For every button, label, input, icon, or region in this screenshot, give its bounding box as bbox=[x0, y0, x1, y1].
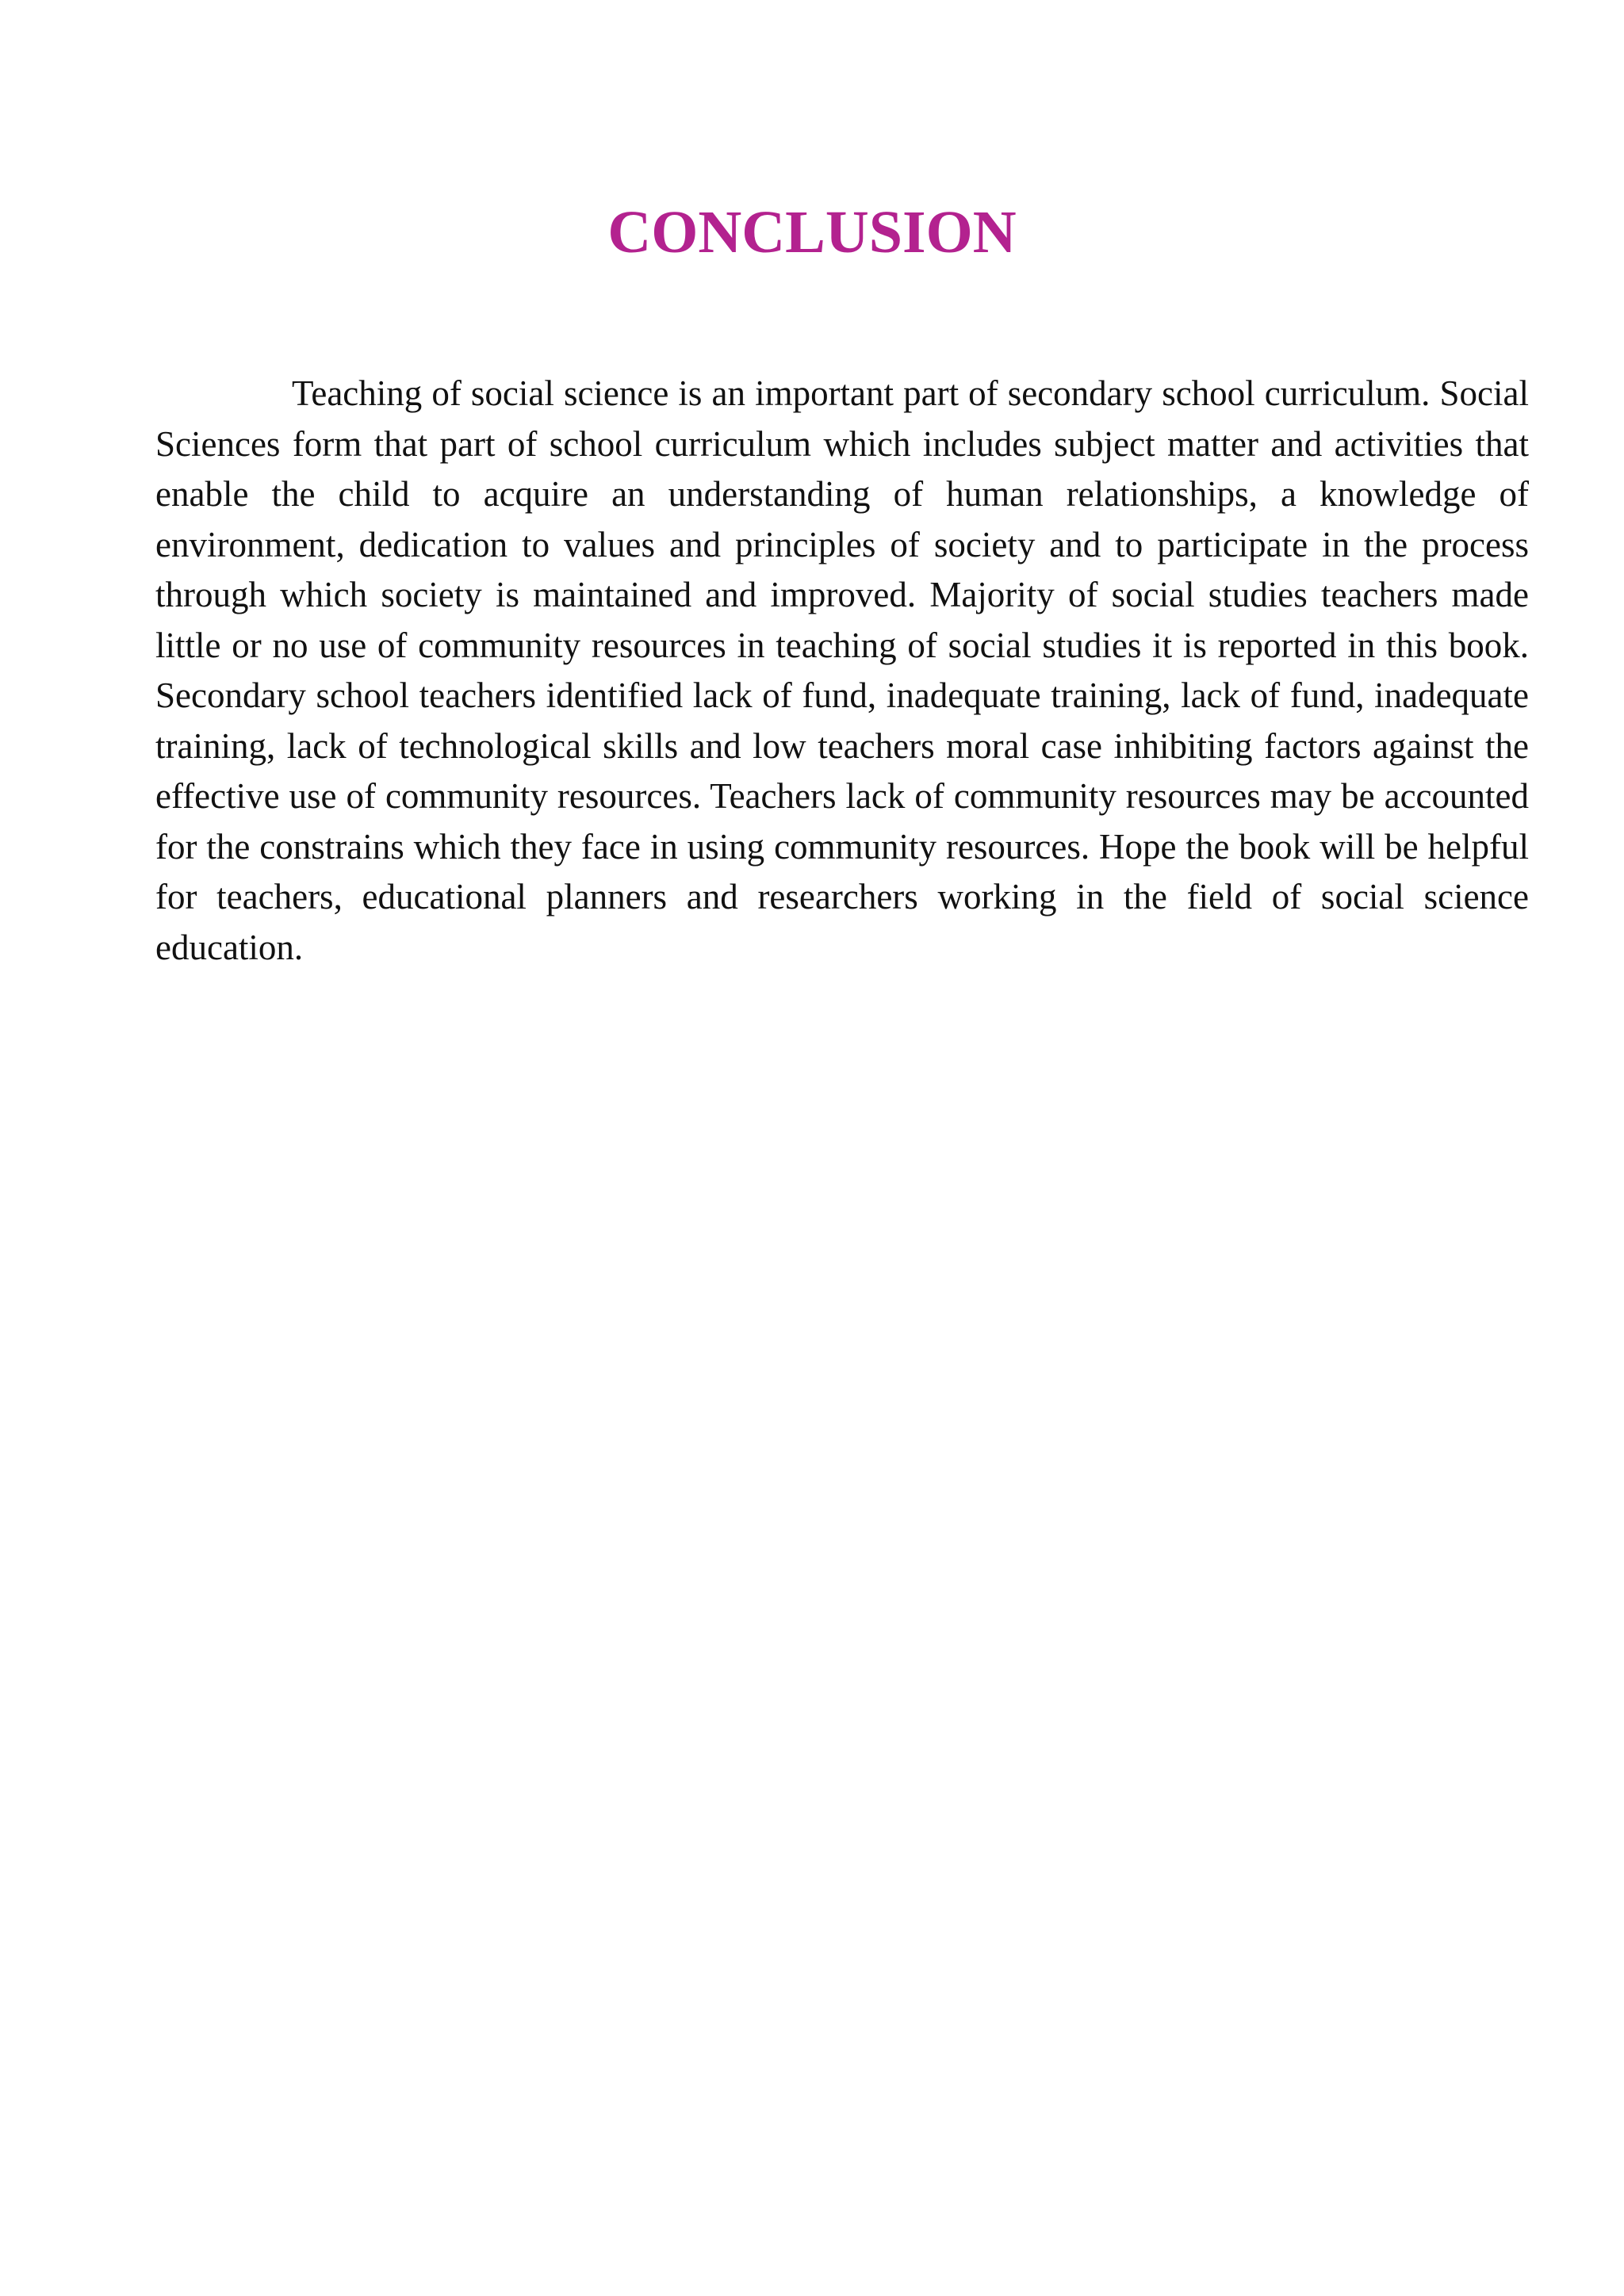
page-title: CONCLUSION bbox=[607, 199, 1017, 266]
conclusion-paragraph: Teaching of social science is an important part of secondary school curriculum. Social Sciences form that part of school curriculum which includes subject matter and activities that enable the child to acquire an understanding of human relationships, a knowledge of environment, dedication to values and principles of society and to participate in the process through which society is maintained and improved. Majority of social studies teachers made little or no use of community resources in teaching of social studies it is reported in this book. Secondary school teachers identified lack of fund, inadequate training, lack of fund, inadequate training, lack of technological skills and low teachers moral case inhibiting factors against the effective use of community resources. Teachers lack of community resources may be accounted for the constrains which they face in using community resources. Hope the book will be helpful for teachers, educational planners and researchers working in the field of social science education. bbox=[155, 373, 1529, 967]
